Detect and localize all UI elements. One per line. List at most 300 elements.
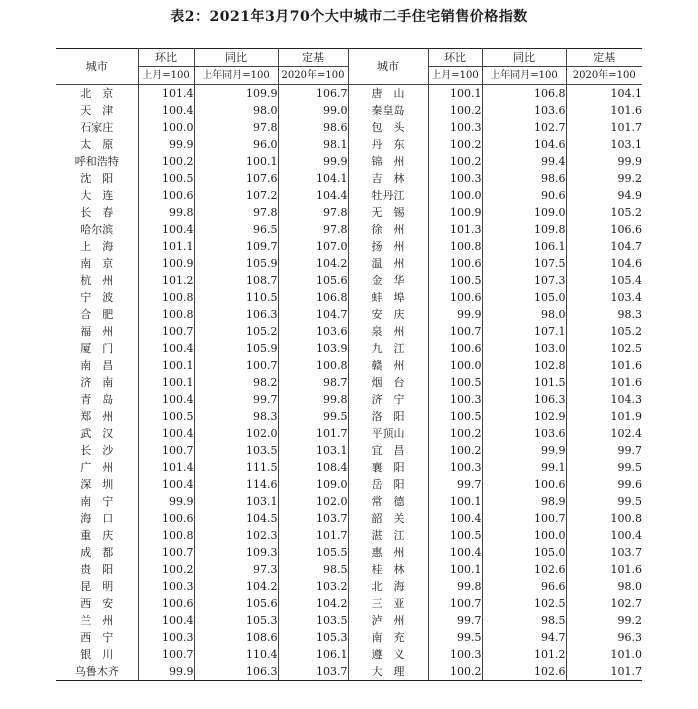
cell-yoy-left: 102.0 [194,425,278,442]
cell-mom-left: 100.5 [138,170,194,187]
cell-yoy-left: 103.5 [194,442,278,459]
cell-mom-right: 100.4 [428,510,482,527]
cell-mom-left: 100.0 [138,119,194,136]
cell-yoy-right: 103.6 [482,102,566,119]
cell-yoy-right: 105.0 [482,289,566,306]
cell-base-left: 101.7 [278,425,348,442]
cell-city-right: 遵 义 [348,646,428,663]
cell-base-left: 105.6 [278,272,348,289]
cell-city-left: 西 安 [56,595,138,612]
table-row [56,510,642,527]
cell-city-right: 丹 东 [348,136,428,153]
cell-base-left: 100.8 [278,357,348,374]
cell-base-left: 106.7 [278,85,348,103]
cell-base-right: 98.0 [617,580,642,593]
cell-mom-left: 101.4 [138,85,194,103]
cell-yoy-left: 97.3 [194,561,278,578]
cell-city-right: 三 亚 [348,595,428,612]
cell-yoy-left: 106.3 [194,663,278,681]
cell-city-left: 广 州 [56,459,138,476]
cell-city-right: 泸 州 [348,612,428,629]
cell-yoy-right: 109.0 [482,204,566,221]
cell-base-right: 105.4 [610,274,642,287]
cell-yoy-left: 97.8 [194,204,278,221]
table-row [56,578,642,595]
cell-mom-left: 100.4 [138,221,194,238]
cell-city-right: 蚌 埠 [348,289,428,306]
cell-base-right: 99.2 [617,614,642,627]
table-row [56,306,642,323]
cell-city-left: 福 州 [56,323,138,340]
cell-yoy-right: 106.8 [482,85,566,103]
header-base-right: 定基 [566,49,642,67]
cell-city-right: 北 海 [348,578,428,595]
table-row [56,442,642,459]
cell-mom-right: 99.5 [428,629,482,646]
cell-yoy-right: 109.8 [482,221,566,238]
cell-mom-left: 101.4 [138,459,194,476]
cell-mom-left: 99.8 [138,204,194,221]
cell-base-left: 99.5 [278,408,348,425]
cell-yoy-right: 99.1 [482,459,566,476]
cell-city-left: 重 庆 [56,527,138,544]
cell-base-right: 102.7 [610,597,642,610]
cell-yoy-right: 98.6 [482,170,566,187]
cell-city-right: 唐 山 [348,85,428,103]
cell-yoy-left: 98.2 [194,374,278,391]
table-row [56,85,642,103]
cell-yoy-left: 111.5 [194,459,278,476]
table-row [56,272,642,289]
cell-base-left: 103.2 [278,578,348,595]
cell-mom-left: 100.4 [138,425,194,442]
cell-base-left: 103.7 [278,510,348,527]
cell-city-left: 武 汉 [56,425,138,442]
cell-yoy-left: 105.3 [194,612,278,629]
cell-mom-right: 100.2 [428,136,482,153]
cell-mom-right: 100.6 [428,340,482,357]
cell-yoy-left: 104.2 [194,578,278,595]
cell-city-right: 常 德 [348,493,428,510]
cell-city-right: 包 头 [348,119,428,136]
cell-yoy-left: 109.9 [194,85,278,103]
header-base-left: 定基 [278,49,348,67]
cell-yoy-left: 107.6 [194,170,278,187]
cell-city-left: 南 昌 [56,357,138,374]
cell-mom-left: 100.4 [138,340,194,357]
cell-mom-right: 100.3 [428,459,482,476]
cell-base-left: 103.5 [278,612,348,629]
cell-base-left: 97.8 [278,221,348,238]
cell-city-right: 烟 台 [348,374,428,391]
table-row [56,119,642,136]
cell-yoy-left: 104.5 [194,510,278,527]
cell-yoy-left: 99.7 [194,391,278,408]
cell-mom-left: 100.6 [138,510,194,527]
cell-yoy-right: 105.0 [482,544,566,561]
table-row [56,170,642,187]
cell-mom-left: 100.9 [138,255,194,272]
cell-mom-left: 100.6 [138,187,194,204]
cell-city-left: 青 岛 [56,391,138,408]
cell-mom-left: 100.3 [138,629,194,646]
cell-city-left: 杭 州 [56,272,138,289]
cell-base-left: 98.1 [278,136,348,153]
table-row [56,102,642,119]
cell-base-left: 99.0 [278,102,348,119]
cell-base-right: 104.3 [610,393,642,406]
cell-city-left: 长 沙 [56,442,138,459]
cell-base-right: 104.6 [610,257,642,270]
cell-city-right: 洛 阳 [348,408,428,425]
cell-city-left: 长 春 [56,204,138,221]
cell-yoy-right: 90.6 [482,187,566,204]
cell-base-right: 94.9 [617,189,642,202]
cell-base-right: 101.6 [610,563,642,576]
cell-city-left: 上 海 [56,238,138,255]
table-row [56,493,642,510]
cell-base-right: 96.3 [617,631,642,644]
table-row [56,323,642,340]
cell-mom-left: 100.8 [138,289,194,306]
cell-mom-left: 100.2 [138,153,194,170]
cell-city-left: 昆 明 [56,578,138,595]
cell-mom-right: 100.7 [428,595,482,612]
cell-mom-left: 100.7 [138,544,194,561]
cell-mom-right: 100.2 [428,102,482,119]
cell-city-left: 沈 阳 [56,170,138,187]
cell-city-right: 扬 州 [348,238,428,255]
cell-base-right: 99.5 [617,461,642,474]
cell-city-left: 乌鲁木齐 [56,663,138,681]
cell-mom-right: 101.3 [428,221,482,238]
cell-base-right: 99.6 [617,478,642,491]
cell-base-left: 98.5 [278,561,348,578]
cell-mom-left: 100.4 [138,102,194,119]
cell-mom-right: 100.1 [428,493,482,510]
header-yoy-sub-right: 上年同月=100 [482,67,566,85]
cell-base-right: 103.7 [610,546,642,559]
cell-yoy-right: 103.0 [482,340,566,357]
cell-yoy-left: 96.5 [194,221,278,238]
cell-yoy-left: 105.2 [194,323,278,340]
cell-yoy-left: 96.0 [194,136,278,153]
cell-base-left: 104.4 [278,187,348,204]
cell-base-left: 97.8 [278,204,348,221]
cell-city-left: 宁 波 [56,289,138,306]
cell-base-right: 99.7 [617,444,642,457]
header-yoy-left: 同比 [194,49,278,67]
cell-city-right: 韶 关 [348,510,428,527]
cell-city-right: 南 充 [348,629,428,646]
cell-base-right: 99.5 [617,495,642,508]
table-row [56,459,642,476]
cell-yoy-left: 110.4 [194,646,278,663]
cell-yoy-left: 107.2 [194,187,278,204]
cell-yoy-right: 98.9 [482,493,566,510]
cell-base-left: 102.0 [278,493,348,510]
cell-city-left: 石家庄 [56,119,138,136]
cell-base-right: 101.7 [566,663,642,681]
cell-base-right: 101.6 [610,359,642,372]
cell-yoy-right: 106.1 [482,238,566,255]
table-row [56,425,642,442]
cell-yoy-right: 98.5 [482,612,566,629]
cell-base-left: 98.7 [278,374,348,391]
cell-mom-right: 100.2 [428,425,482,442]
cell-base-right: 101.0 [610,648,642,661]
cell-base-right: 103.1 [610,138,642,151]
table-row [56,153,642,170]
cell-yoy-left: 105.6 [194,595,278,612]
cell-city-right: 无 锡 [348,204,428,221]
cell-city-left: 郑 州 [56,408,138,425]
cell-yoy-right: 102.9 [482,408,566,425]
table-row [56,527,642,544]
cell-mom-left: 101.1 [138,238,194,255]
cell-mom-right: 100.4 [428,544,482,561]
cell-yoy-left: 106.3 [194,306,278,323]
cell-city-right: 赣 州 [348,357,428,374]
cell-base-right: 105.2 [610,206,642,219]
cell-mom-right: 99.9 [428,306,482,323]
cell-city-left: 合 肥 [56,306,138,323]
cell-city-right: 九 江 [348,340,428,357]
header-base-sub-left: 2020年=100 [278,67,348,85]
cell-city-right: 桂 林 [348,561,428,578]
cell-yoy-right: 102.7 [482,119,566,136]
cell-mom-left: 100.1 [138,374,194,391]
cell-base-left: 99.9 [278,153,348,170]
cell-mom-right: 100.1 [428,561,482,578]
cell-city-right: 徐 州 [348,221,428,238]
cell-city-left: 呼和浩特 [56,153,138,170]
cell-city-right: 牡丹江 [348,187,428,204]
cell-yoy-right: 96.6 [482,578,566,595]
cell-mom-right: 100.3 [428,119,482,136]
cell-base-right: 101.9 [610,410,642,423]
cell-city-right: 宜 昌 [348,442,428,459]
cell-mom-right: 100.0 [428,187,482,204]
cell-yoy-right: 106.3 [482,391,566,408]
cell-mom-left: 100.4 [138,391,194,408]
cell-mom-right: 100.5 [428,408,482,425]
cell-city-left: 济 南 [56,374,138,391]
cell-base-left: 109.0 [278,476,348,493]
cell-yoy-left: 109.7 [194,238,278,255]
cell-yoy-left: 97.8 [194,119,278,136]
cell-yoy-right: 103.6 [482,425,566,442]
cell-base-right: 101.6 [610,376,642,389]
table-row [56,408,642,425]
cell-city-left: 成 都 [56,544,138,561]
cell-base-left: 106.8 [278,289,348,306]
cell-base-left: 105.5 [278,544,348,561]
cell-yoy-right: 101.2 [482,646,566,663]
cell-mom-right: 100.5 [428,527,482,544]
cell-city-right: 秦皇岛 [348,102,428,119]
cell-yoy-left: 98.3 [194,408,278,425]
cell-yoy-right: 102.8 [482,357,566,374]
cell-mom-right: 100.7 [428,323,482,340]
cell-city-left: 哈尔滨 [56,221,138,238]
header-city-left: 城市 [56,49,138,85]
cell-yoy-left: 103.1 [194,493,278,510]
cell-mom-left: 100.8 [138,306,194,323]
cell-mom-left: 100.7 [138,442,194,459]
cell-city-left: 南 京 [56,255,138,272]
table-row [56,544,642,561]
table-row [56,238,642,255]
cell-yoy-right: 98.0 [482,306,566,323]
cell-mom-left: 100.2 [138,561,194,578]
cell-yoy-right: 107.1 [482,323,566,340]
cell-base-left: 107.0 [278,238,348,255]
cell-yoy-right: 99.9 [482,442,566,459]
cell-mom-left: 99.9 [138,136,194,153]
cell-yoy-right: 107.5 [482,255,566,272]
cell-base-right: 105.2 [610,325,642,338]
table-row [56,391,642,408]
cell-city-left: 南 宁 [56,493,138,510]
cell-yoy-right: 102.6 [482,561,566,578]
cell-base-left: 104.2 [278,255,348,272]
cell-city-right: 锦 州 [348,153,428,170]
cell-mom-right: 100.2 [428,663,482,681]
cell-yoy-right: 99.4 [482,153,566,170]
cell-city-right: 济 宁 [348,391,428,408]
cell-city-right: 吉 林 [348,170,428,187]
table-row [56,629,642,646]
cell-city-right: 襄 阳 [348,459,428,476]
cell-base-right: 101.7 [610,121,642,134]
cell-city-right: 安 庆 [348,306,428,323]
table-row [56,289,642,306]
cell-base-left: 103.6 [278,323,348,340]
cell-base-left: 98.6 [278,119,348,136]
cell-base-right: 102.5 [610,342,642,355]
table-row [56,612,642,629]
cell-base-left: 104.1 [278,170,348,187]
cell-yoy-left: 105.9 [194,340,278,357]
cell-base-right: 99.9 [617,155,642,168]
cell-base-left: 108.4 [278,459,348,476]
cell-base-left: 103.7 [278,663,348,681]
cell-base-right: 100.8 [610,512,642,525]
cell-mom-right: 100.6 [428,289,482,306]
cell-base-right: 102.4 [610,427,642,440]
cell-mom-right: 100.0 [428,357,482,374]
cell-yoy-left: 110.5 [194,289,278,306]
cell-city-left: 大 连 [56,187,138,204]
header-mom-sub-left: 上月=100 [138,67,194,85]
cell-mom-left: 100.7 [138,646,194,663]
cell-mom-left: 100.3 [138,578,194,595]
cell-yoy-left: 114.6 [194,476,278,493]
cell-base-left: 105.3 [278,629,348,646]
table-row [56,646,642,663]
header-row-1 [56,49,642,67]
cell-mom-right: 100.6 [428,255,482,272]
table-row [56,221,642,238]
cell-mom-right: 100.3 [428,170,482,187]
cell-mom-left: 101.2 [138,272,194,289]
cell-base-right: 104.1 [610,87,642,100]
cell-base-right: 103.4 [610,291,642,304]
cell-base-left: 101.7 [278,527,348,544]
cell-yoy-right: 100.6 [482,476,566,493]
cell-yoy-left: 100.7 [194,357,278,374]
cell-base-right: 99.2 [617,172,642,185]
cell-city-right: 温 州 [348,255,428,272]
table-title: 表2：2021年3月70个大中城市二手住宅销售价格指数 [170,9,528,25]
cell-yoy-right: 100.7 [482,510,566,527]
table-row [56,663,642,681]
header-yoy-right: 同比 [482,49,566,67]
table-row [56,374,642,391]
cell-yoy-right: 104.6 [482,136,566,153]
cell-mom-right: 100.3 [428,646,482,663]
cell-yoy-left: 108.6 [194,629,278,646]
cell-mom-left: 100.4 [138,476,194,493]
cell-city-right: 金 华 [348,272,428,289]
cell-base-left: 99.8 [278,391,348,408]
cell-base-left: 103.9 [278,340,348,357]
header-base-sub-right: 2020年=100 [566,67,642,85]
cell-city-left: 厦 门 [56,340,138,357]
cell-mom-right: 99.8 [428,578,482,595]
cell-yoy-left: 100.1 [194,153,278,170]
table-row [56,357,642,374]
cell-yoy-left: 98.0 [194,102,278,119]
cell-city-left: 深 圳 [56,476,138,493]
cell-city-right: 大 理 [348,663,428,681]
cell-yoy-right: 100.0 [482,527,566,544]
cell-yoy-right: 94.7 [482,629,566,646]
cell-city-right: 平顶山 [348,425,428,442]
table-row [56,187,642,204]
cell-base-left: 104.7 [278,306,348,323]
cell-base-right: 104.7 [610,240,642,253]
cell-yoy-right: 107.3 [482,272,566,289]
cell-yoy-right: 102.6 [482,663,566,681]
cell-mom-right: 100.5 [428,272,482,289]
cell-base-left: 106.1 [278,646,348,663]
cell-mom-left: 100.6 [138,595,194,612]
cell-mom-right: 100.1 [428,85,482,103]
cell-yoy-left: 108.7 [194,272,278,289]
cell-yoy-left: 109.3 [194,544,278,561]
table-row [56,204,642,221]
header-mom-right: 环比 [428,49,482,67]
table-row [56,476,642,493]
cell-mom-left: 100.8 [138,527,194,544]
cell-mom-left: 100.7 [138,323,194,340]
cell-mom-left: 99.9 [138,663,194,681]
cell-mom-left: 100.4 [138,612,194,629]
cell-base-right: 98.3 [617,308,642,321]
cell-city-right: 泉 州 [348,323,428,340]
cell-city-left: 天 津 [56,102,138,119]
table-row [56,136,642,153]
cell-city-left: 银 川 [56,646,138,663]
cell-mom-right: 100.9 [428,204,482,221]
cell-base-left: 103.1 [278,442,348,459]
table-row [56,255,642,272]
cell-mom-right: 100.8 [428,238,482,255]
header-yoy-sub-left: 上年同月=100 [194,67,278,85]
cell-yoy-right: 102.5 [482,595,566,612]
